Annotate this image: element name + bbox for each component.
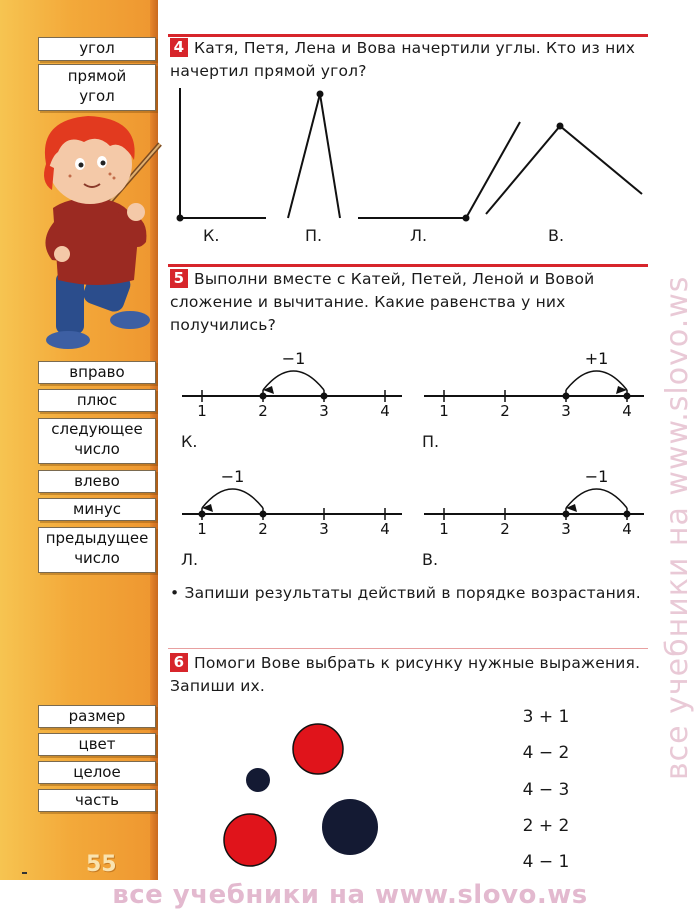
- term-tag: угол: [38, 37, 156, 61]
- black-circle-large: [322, 799, 378, 855]
- task5-text: 5 Выполни вместе с Катей, Петей, Леной и Вовой сложение и вычитание. Какие равенства у них получились?: [170, 269, 595, 334]
- term-tag: следующее число: [38, 418, 156, 464]
- tick-label: 3: [319, 520, 329, 538]
- line-label: В.: [422, 550, 439, 569]
- tick-label: 4: [380, 402, 390, 420]
- expression: 2 + 2: [522, 816, 570, 836]
- task5-note: • Запиши результаты действий в порядке возрастания.: [170, 584, 641, 602]
- term-tag: влево: [38, 470, 156, 493]
- boy-illustration: [18, 112, 163, 357]
- tick-label: 2: [500, 402, 510, 420]
- expression: 4 − 1: [522, 852, 570, 872]
- circles-figure: [210, 712, 400, 882]
- jump-point: [624, 511, 631, 518]
- expression: 4 − 3: [522, 780, 570, 800]
- angle-label: Л.: [410, 226, 428, 245]
- task6-number: 6: [170, 653, 188, 672]
- tick-label: 3: [561, 520, 571, 538]
- operation-label: −1: [584, 467, 609, 486]
- tick-label: 1: [439, 520, 449, 538]
- number-lines: [160, 340, 650, 590]
- line-label: К.: [181, 432, 198, 451]
- tick-label: 3: [319, 402, 329, 420]
- angle-label: В.: [548, 226, 565, 245]
- operation-label: −1: [281, 349, 306, 368]
- task5-number: 5: [170, 269, 188, 288]
- jump-point: [260, 393, 267, 400]
- line-label: Л.: [181, 550, 199, 569]
- term-tag: предыдущее число: [38, 527, 156, 573]
- watermark-bottom: все учебники на www.slovo.ws: [112, 880, 588, 910]
- term-tag: целое: [38, 761, 156, 784]
- jump-point: [563, 393, 570, 400]
- tick-label: 2: [258, 520, 268, 538]
- tick-label: 1: [197, 402, 207, 420]
- tick-label: 3: [561, 402, 571, 420]
- line-label: П.: [422, 432, 440, 451]
- angles-figure: [168, 86, 650, 226]
- task4-text: 4 Катя, Петя, Лена и Вова начертили углы. Кто из них начертил прямой угол?: [170, 38, 636, 80]
- term-tag: плюс: [38, 389, 156, 412]
- operation-label: +1: [584, 349, 609, 368]
- tick-label: 2: [500, 520, 510, 538]
- jump-point: [199, 511, 206, 518]
- watermark-vertical: все учебники на www.slovo.ws: [660, 275, 695, 780]
- expression: 4 − 2: [522, 743, 570, 763]
- page-number: 55: [86, 852, 117, 877]
- term-tag: прямой угол: [38, 64, 156, 111]
- operation-label: −1: [220, 467, 245, 486]
- angle-label: К.: [203, 226, 220, 245]
- task-rule: [168, 264, 648, 267]
- term-tag: вправо: [38, 361, 156, 384]
- jump-point: [321, 393, 328, 400]
- task4-number: 4: [170, 38, 188, 57]
- black-circle-small: [246, 768, 270, 792]
- term-tag: цвет: [38, 733, 156, 756]
- term-tag: минус: [38, 498, 156, 521]
- red-circle: [224, 814, 276, 866]
- tick-label: 2: [258, 402, 268, 420]
- dash-mark: [22, 872, 27, 874]
- task-rule: [168, 648, 648, 649]
- tick-label: 1: [197, 520, 207, 538]
- jump-point: [563, 511, 570, 518]
- red-circle: [293, 724, 343, 774]
- angle-label: П.: [305, 226, 323, 245]
- jump-point: [624, 393, 631, 400]
- task6-text: 6 Помоги Вове выбрать к рисунку нужные выражения. Запиши их.: [170, 653, 641, 695]
- expression: 3 + 1: [522, 707, 570, 727]
- tick-label: 4: [622, 520, 632, 538]
- tick-label: 1: [439, 402, 449, 420]
- tick-label: 4: [380, 520, 390, 538]
- term-tag: размер: [38, 705, 156, 728]
- term-tag: часть: [38, 789, 156, 812]
- tick-label: 4: [622, 402, 632, 420]
- jump-point: [260, 511, 267, 518]
